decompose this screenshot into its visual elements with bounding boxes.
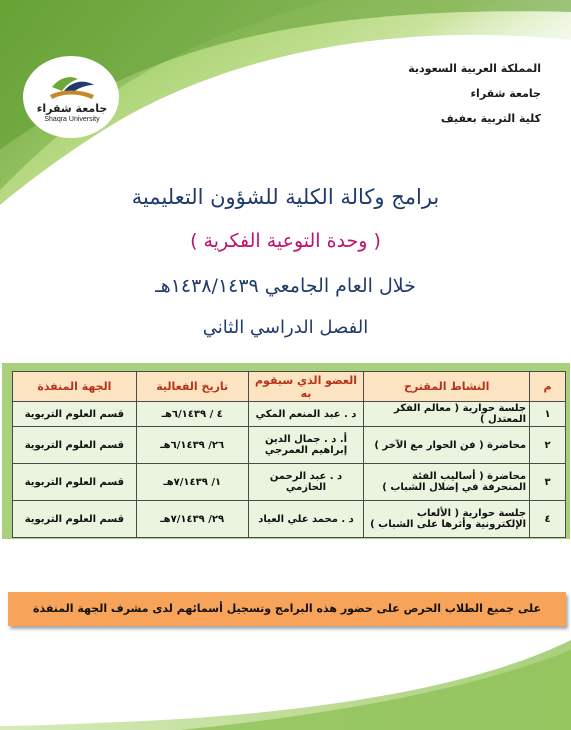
row-date: ٢٩/ ٧/١٤٣٩هـ — [136, 501, 248, 538]
header-line-kingdom: المملكة العربية السعودية — [408, 62, 541, 75]
unit-title: ( وحدة التوعية الفكرية ) — [190, 230, 381, 252]
row-member: أ. د . جمال الدين إبراهيم العمرجي — [248, 427, 364, 464]
row-num: ٣ — [530, 464, 566, 501]
row-activity: محاضرة ( فن الحوار مع الآخر ) — [364, 427, 530, 464]
university-logo — [22, 55, 120, 139]
header-line-university: جامعة شقراء — [470, 87, 541, 100]
header-member: العضو الذي سيقوم به — [248, 372, 364, 402]
table-row — [13, 427, 566, 464]
header-activity: النشاط المقترح — [364, 372, 530, 402]
row-member: د . محمد علي العياد — [248, 501, 364, 538]
header-dept: الجهة المنفذة — [13, 372, 137, 402]
row-num: ٤ — [530, 501, 566, 538]
table-row — [13, 402, 566, 427]
attendance-notice: على جميع الطلاب الحرص على حضور هذه البرامج وتسجيل أسمائهم لدى مشرف الجهة المنفذة — [8, 592, 566, 626]
main-title: برامج وكالة الكلية للشؤون التعليمية — [131, 185, 440, 209]
header-line-college: كلية التربية بعفيف — [440, 112, 541, 125]
row-dept: قسم العلوم التربوية — [13, 402, 137, 427]
row-date: ١/ ٧/١٤٣٩هـ — [136, 464, 248, 501]
row-member: د . عبد المنعم المكي — [248, 402, 364, 427]
program-table-panel — [2, 363, 570, 539]
row-date: ٢٦/ ٦/١٤٣٩هـ — [136, 427, 248, 464]
semester-title: الفصل الدراسي الثاني — [202, 317, 369, 338]
row-dept: قسم العلوم التربوية — [13, 427, 137, 464]
logo-name-english: Shaqra University — [44, 116, 100, 123]
table-header-row — [13, 372, 566, 402]
table-row — [13, 501, 566, 538]
row-activity: جلسة حوارية ( الألعاب الإلكترونية وأثرها على الشباب ) — [364, 501, 530, 538]
row-activity: محاضرة ( أساليب الفئة المنحرفة في إضلال الشباب ) — [364, 464, 530, 501]
row-date: ٤ / ٦/١٤٣٩هـ — [136, 402, 248, 427]
row-num: ١ — [530, 402, 566, 427]
academic-year: خلال العام الجامعي ١٤٣٨/١٤٣٩هـ — [155, 275, 416, 297]
header-date: تاريخ الفعالية — [136, 372, 248, 402]
header-num: م — [530, 372, 566, 402]
row-dept: قسم العلوم التربوية — [13, 464, 137, 501]
row-num: ٢ — [530, 427, 566, 464]
row-activity: جلسة حوارية ( معالم الفكر المعتدل ) — [364, 402, 530, 427]
table-row — [13, 464, 566, 501]
institution-header — [341, 56, 541, 131]
row-dept: قسم العلوم التربوية — [13, 501, 137, 538]
row-member: د . عبد الرحمن الحازمي — [248, 464, 364, 501]
program-table — [12, 371, 566, 538]
logo-name-arabic: جامعة شقراء — [36, 102, 108, 115]
